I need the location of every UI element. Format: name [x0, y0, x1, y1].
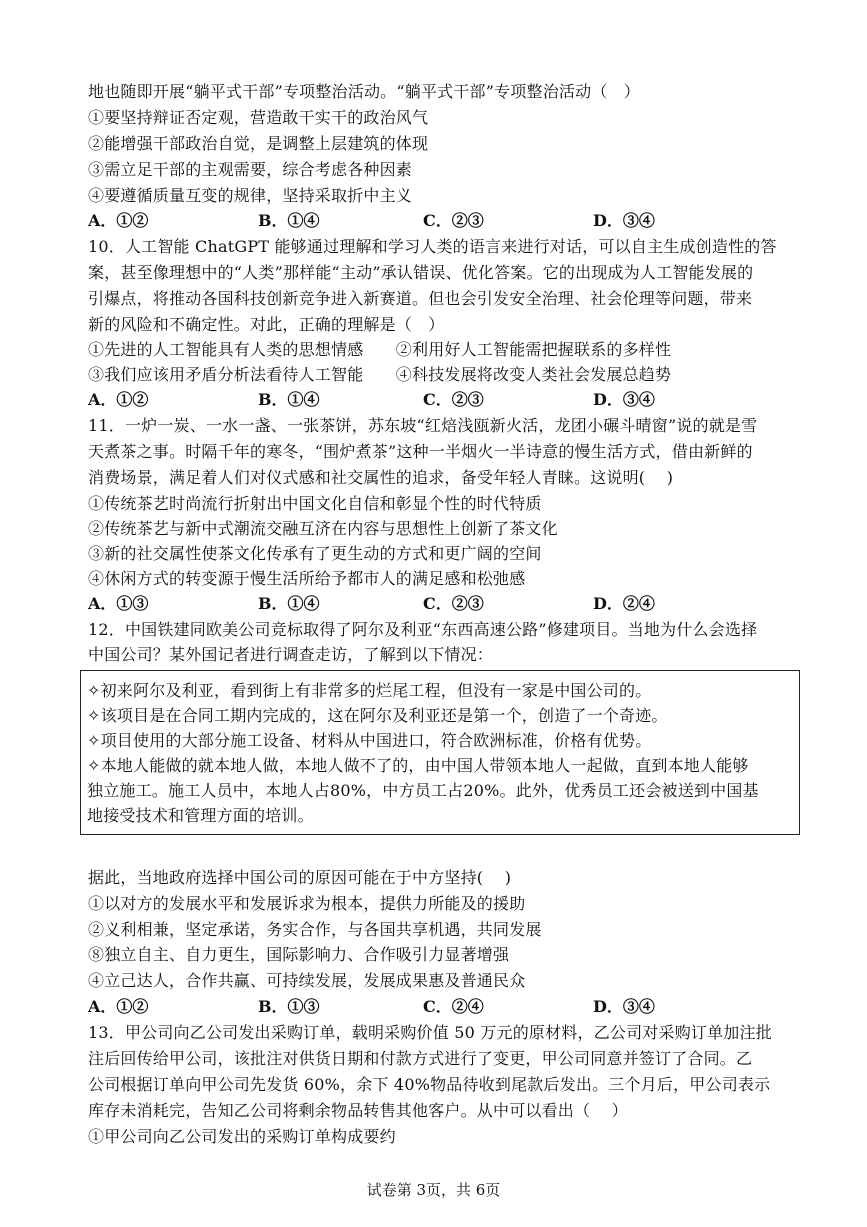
q13-line-2: 注后回传给甲公司，该批注对供货日期和付款方式进行了变更，甲公司同意并签订了合同。乙: [88, 1049, 753, 1068]
q9-item-2: ②能增强干部政治自觉，是调整上层建筑的体现: [88, 134, 429, 153]
q12-box-line-4: ✧本地人能做的就本地人做，本地人做不了的，由中国人带领本地人一起做，直到本地人能够: [87, 756, 749, 775]
q11-option-b: B．①④: [258, 594, 320, 613]
q10-line-3: 引爆点，将推动各国科技创新竞争进入新赛道。但也会引发安全治理、社会伦理等问题，带来: [88, 289, 753, 308]
q12-options: [88, 997, 788, 1017]
q12-item-4: ④立己达人，合作共赢、可持续发展，发展成果惠及普通民众: [88, 971, 526, 990]
page-footer: 试卷第 3页，共 6页: [366, 1181, 501, 1199]
q10-options: [88, 390, 788, 410]
q9-option-d: D．③④: [593, 211, 655, 230]
q12-question: 据此，当地政府选择中国公司的原因可能在于中方坚持( ): [88, 868, 512, 887]
q10-line-4: 新的风险和不确定性。对此，正确的理解是（ ）: [88, 315, 445, 334]
q12-option-c: C．②④: [423, 997, 484, 1016]
q13-line-3: 公司根据订单向甲公司先发货 60%，余下 40%物品待收到尾款后发出。三个月后，甲公司表示: [88, 1075, 771, 1094]
q13-line-4: 库存未消耗完，告知乙公司将剩余物品转售其他客户。从中可以看出（ ）: [88, 1101, 628, 1120]
q11-item-4: ④休闲方式的转变源于慢生活所给予都市人的满足感和松弛感: [88, 569, 526, 588]
q11-line-3: 消费场景，满足着人们对仪式感和社交属性的追求，备受年轻人青睐。这说明( ): [88, 468, 674, 487]
q10-line-1: 10．人工智能 ChatGPT 能够通过理解和学习人类的语言来进行对话，可以自主生成创造性的答: [88, 237, 777, 256]
q12-box-line-5: 独立施工。施工人员中，本地人占80%，中方员工占20%。此外，优秀员工还会被送到中国基: [87, 781, 759, 800]
q9-option-a: A．①②: [88, 211, 149, 230]
q11-line-2: 天煮茶之事。时隔千年的寒冬，“围炉煮茶”这种一半烟火一半诗意的慢生活方式，借由新鲜的: [88, 442, 753, 461]
q10-items-row-1: ①先进的人工智能具有人类的思想情感 ②利用好人工智能需把握联系的多样性: [88, 340, 672, 359]
q12-material-box: [80, 670, 800, 835]
q9-stem: 地也随即开展“躺平式干部”专项整治活动。“躺平式干部”专项整治活动（ ）: [88, 82, 640, 101]
q9-options: [88, 211, 788, 231]
q12-line-1: 12．中国铁建同欧美公司竞标取得了阿尔及利亚“东西高速公路”修建项目。当地为什么会选择: [88, 620, 758, 639]
q10-option-b: B．①④: [258, 390, 320, 409]
q11-option-d: D．②④: [593, 594, 655, 613]
q12-line-2: 中国公司？某外国记者进行调查走访，了解到以下情况：: [88, 645, 494, 664]
q12-box-line-1: ✧初来阿尔及利亚，看到街上有非常多的烂尾工程，但没有一家是中国公司的。: [87, 681, 652, 700]
q13-item-1: ①甲公司向乙公司发出的采购订单构成要约: [88, 1127, 396, 1146]
q10-option-c: C．②③: [423, 390, 484, 409]
q10-line-2: 案，甚至像理想中的“人类”那样能“主动”承认错误、优化答案。它的出现成为人工智能发展的: [88, 263, 754, 282]
q12-item-3: ⑧独立自主、自力更生，国际影响力、合作吸引力显著增强: [88, 945, 510, 964]
q9-option-b: B．①④: [258, 211, 320, 230]
q9-option-c: C．②③: [423, 211, 484, 230]
q12-option-d: D．③④: [593, 997, 655, 1016]
q10-option-a: A．①②: [88, 390, 149, 409]
q12-option-a: A．①②: [88, 997, 149, 1016]
q11-item-1: ①传统茶艺时尚流行折射出中国文化自信和彰显个性的时代特质: [88, 494, 542, 513]
q12-box-line-3: ✧项目使用的大部分施工设备、材料从中国进口，符合欧洲标准，价格有优势。: [87, 731, 652, 750]
q10-option-d: D．③④: [593, 390, 655, 409]
q12-option-b: B．①③: [258, 997, 320, 1016]
q11-line-1: 11．一炉一炭、一水一盏、一张茶饼，苏东坡“红焙浅瓯新火活，龙团小碾斗晴窗”说的就是雪: [88, 416, 758, 435]
q12-item-2: ②义利相兼，坚定承诺，务实合作，与各国共享机遇，共同发展: [88, 920, 542, 939]
q11-options: [88, 594, 788, 614]
q9-item-1: ①要坚持辩证否定观，营造敢干实干的政治风气: [88, 108, 429, 127]
q12-box-line-6: 地接受技术和管理方面的培训。: [87, 806, 314, 825]
q10-items-row-2: ③我们应该用矛盾分析法看待人工智能 ④科技发展将改变人类社会发展总趋势: [88, 365, 672, 384]
q13-line-1: 13．甲公司向乙公司发出采购订单，载明采购价值 50 万元的原材料，乙公司对采购订单加注批: [88, 1023, 772, 1042]
q11-item-2: ②传统茶艺与新中式潮流交融互济在内容与思想性上创新了茶文化: [88, 519, 558, 538]
q11-option-c: C．②③: [423, 594, 484, 613]
q11-item-3: ③新的社交属性使茶文化传承有了更生动的方式和更广阔的空间: [88, 544, 542, 563]
q12-box-line-2: ✧该项目是在合同工期内完成的，这在阿尔及利亚还是第一个，创造了一个奇迹。: [87, 706, 668, 725]
q9-item-3: ③需立足干部的主观需要，综合考虑各种因素: [88, 160, 413, 179]
q12-item-1: ①以对方的发展水平和发展诉求为根本，提供力所能及的援助: [88, 894, 526, 913]
q11-option-a: A．①③: [88, 594, 149, 613]
q9-item-4: ④要遵循质量互变的规律，坚持采取折中主义: [88, 186, 413, 205]
